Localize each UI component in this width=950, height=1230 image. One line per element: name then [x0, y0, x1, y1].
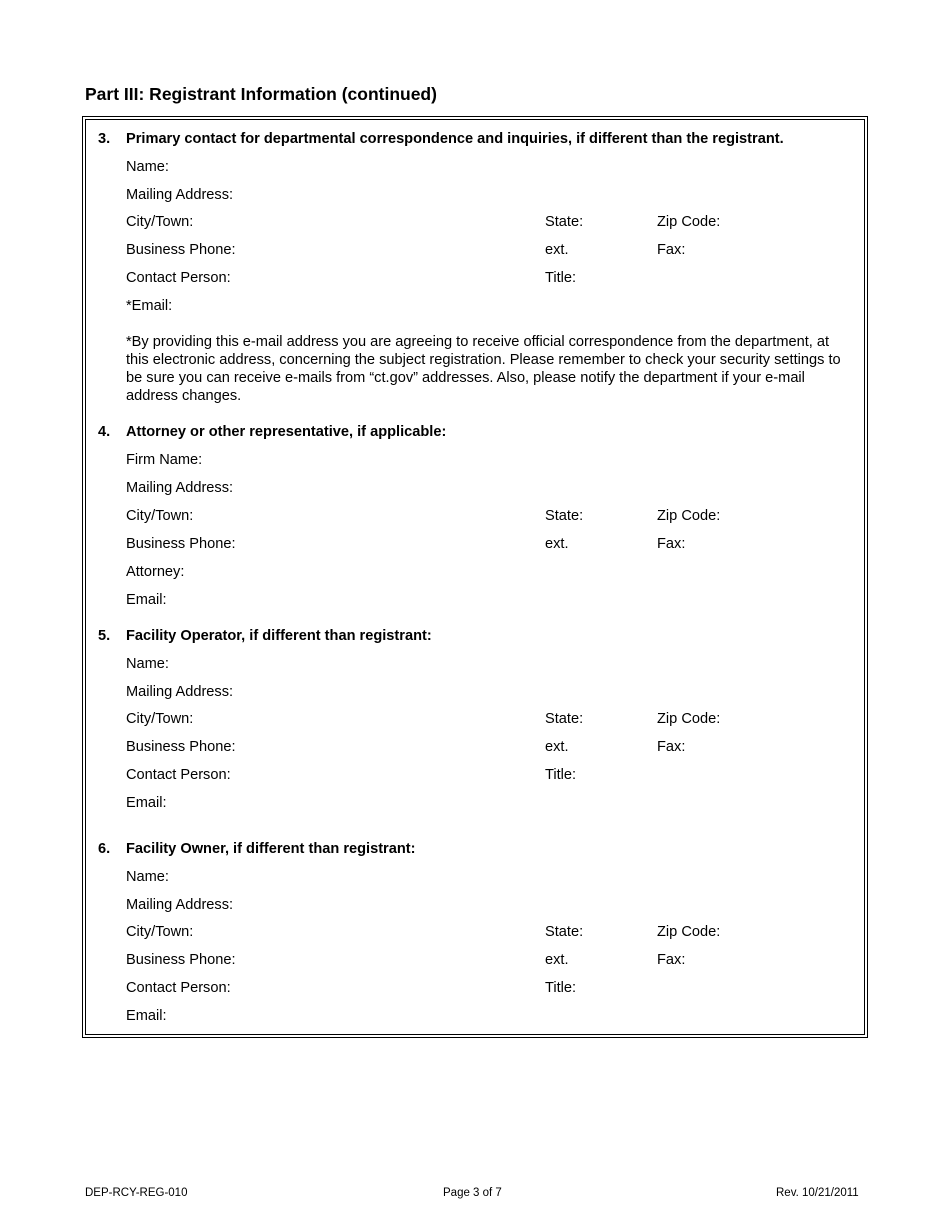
ext-label: ext. [545, 739, 569, 755]
email-label: *Email: [126, 298, 173, 314]
fax-label: Fax: [657, 536, 686, 552]
footer-revision: Rev. 10/21/2011 [776, 1187, 859, 1199]
mailing-address-label: Mailing Address: [126, 684, 234, 700]
zip-code-label: Zip Code: [657, 508, 721, 524]
email-notice: *By providing this e-mail address you are agreeing to receive official correspondence from the department, at this electronic address, concerning the subject registration. Please remember to check your security settings to be sure you can receive e-mails from “ct.gov” addresses. Also, please notify the department if your e-mail address changes. [126, 334, 841, 404]
zip-code-label: Zip Code: [657, 711, 721, 727]
state-label: State: [545, 508, 584, 524]
state-label: State: [545, 924, 584, 940]
state-label: State: [545, 214, 584, 230]
mailing-address-label: Mailing Address: [126, 187, 234, 203]
ext-label: ext. [545, 536, 569, 552]
mailing-address-label: Mailing Address: [126, 480, 234, 496]
title-label: Title: [545, 270, 577, 286]
firm-name-label: Firm Name: [126, 452, 203, 468]
zip-code-label: Zip Code: [657, 214, 721, 230]
city-town-label: City/Town: [126, 924, 194, 940]
email-label: Email: [126, 592, 167, 608]
city-town-label: City/Town: [126, 508, 194, 524]
name-label: Name: [126, 159, 169, 175]
fax-label: Fax: [657, 242, 686, 258]
business-phone-label: Business Phone: [126, 739, 236, 755]
email-label: Email: [126, 1008, 167, 1024]
ext-label: ext. [545, 952, 569, 968]
section-number: 5. [98, 628, 111, 644]
footer-page-number: Page 3 of 7 [443, 1187, 502, 1199]
contact-person-label: Contact Person: [126, 980, 231, 996]
part-title: Part III: Registrant Information (continued) [85, 84, 437, 104]
title-label: Title: [545, 767, 577, 783]
city-town-label: City/Town: [126, 214, 194, 230]
contact-person-label: Contact Person: [126, 767, 231, 783]
section-heading: Attorney or other representative, if applicable: [126, 424, 447, 440]
city-town-label: City/Town: [126, 711, 194, 727]
section-heading: Primary contact for departmental correspondence and inquiries, if different than the registrant. [126, 131, 784, 147]
state-label: State: [545, 711, 584, 727]
section-heading: Facility Operator, if different than registrant: [126, 628, 432, 644]
name-label: Name: [126, 869, 169, 885]
fax-label: Fax: [657, 739, 686, 755]
business-phone-label: Business Phone: [126, 242, 236, 258]
ext-label: ext. [545, 242, 569, 258]
fax-label: Fax: [657, 952, 686, 968]
title-label: Title: [545, 980, 577, 996]
mailing-address-label: Mailing Address: [126, 897, 234, 913]
email-label: Email: [126, 795, 167, 811]
section-number: 3. [98, 131, 111, 147]
section-number: 6. [98, 841, 111, 857]
business-phone-label: Business Phone: [126, 536, 236, 552]
zip-code-label: Zip Code: [657, 924, 721, 940]
name-label: Name: [126, 656, 169, 672]
footer-form-id: DEP-RCY-REG-010 [85, 1187, 188, 1199]
section-heading: Facility Owner, if different than registrant: [126, 841, 416, 857]
section-number: 4. [98, 424, 111, 440]
contact-person-label: Contact Person: [126, 270, 231, 286]
attorney-label: Attorney: [126, 564, 185, 580]
business-phone-label: Business Phone: [126, 952, 236, 968]
